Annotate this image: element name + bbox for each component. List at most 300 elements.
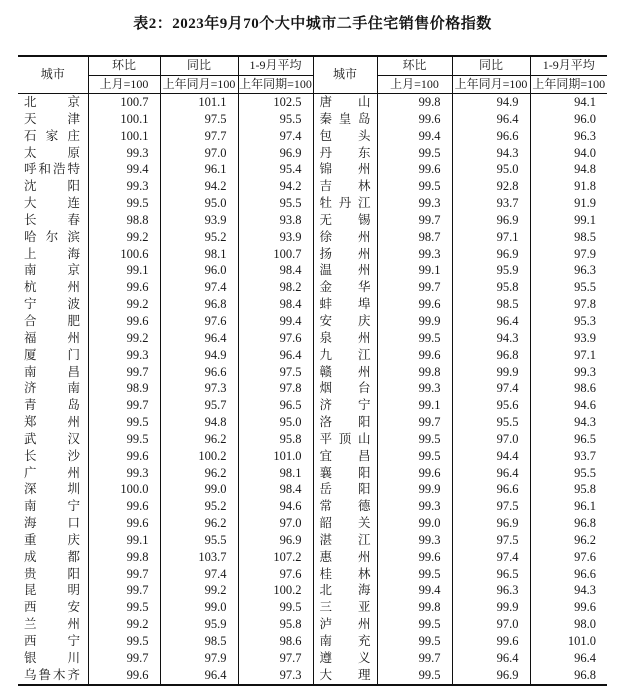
city-cell-right [313,599,377,616]
avg-value-left: 98.4 [238,262,313,279]
yoy-value-left: 97.0 [160,145,238,162]
city-name-right: 洛 阳 [319,415,371,430]
yoy-value-right: 96.9 [452,667,530,685]
header-avg-right: 1-9月平均 [530,56,607,75]
mom-value-left: 99.1 [88,532,160,549]
city-name-left: 石 家 庄 [24,128,80,143]
avg-value-right: 99.6 [530,599,607,616]
mom-value-left: 99.3 [88,465,160,482]
city-cell-left [18,364,88,381]
mom-value-left: 99.5 [88,195,160,212]
avg-value-left: 100.7 [238,246,313,263]
city-cell-right [313,498,377,515]
city-name-left: 青 岛 [24,398,80,413]
table-row [18,279,607,296]
city-cell-left [18,347,88,364]
city-cell-right [313,481,377,498]
yoy-value-left: 96.0 [160,262,238,279]
mom-value-left: 98.8 [88,212,160,229]
header-city-left: 城市 [40,67,65,82]
city-name-left: 成 都 [24,549,80,564]
table-row [18,195,607,212]
city-cell-right [313,380,377,397]
yoy-value-right: 99.9 [452,364,530,381]
avg-value-right: 96.4 [530,650,607,667]
city-cell-left [18,178,88,195]
table-title: 表2：2023年9月70个大中城市二手住宅销售价格指数 [133,16,492,32]
avg-value-right: 94.3 [530,414,607,431]
city-cell-right [313,465,377,482]
city-name-right: 蚌 埠 [319,297,371,312]
table-row [18,262,607,279]
mom-value-right: 99.1 [377,397,452,414]
yoy-value-left: 93.9 [160,212,238,229]
city-name-right: 襄 阳 [319,465,371,480]
mom-value-left: 99.6 [88,667,160,685]
table-row [18,330,607,347]
city-cell-left [18,566,88,583]
city-name-right: 烟 台 [319,381,371,396]
mom-value-right: 99.8 [377,364,452,381]
city-cell-right [313,515,377,532]
city-cell-right [313,397,377,414]
mom-value-left: 99.3 [88,178,160,195]
yoy-value-right: 99.9 [452,599,530,616]
avg-value-right: 94.6 [530,397,607,414]
header-yoy-right: 同比 [452,56,530,75]
yoy-value-right: 96.9 [452,212,530,229]
avg-value-left: 95.8 [238,616,313,633]
yoy-value-right: 94.4 [452,448,530,465]
avg-value-left: 97.7 [238,650,313,667]
avg-value-left: 93.8 [238,212,313,229]
yoy-value-left: 95.2 [160,498,238,515]
mom-value-left: 99.6 [88,313,160,330]
table-row [18,549,607,566]
yoy-value-right: 93.7 [452,195,530,212]
city-cell-left [18,94,88,111]
avg-value-right: 97.1 [530,347,607,364]
avg-value-left: 98.6 [238,633,313,650]
yoy-value-left: 97.4 [160,566,238,583]
city-cell-right [313,262,377,279]
avg-value-right: 96.8 [530,667,607,685]
yoy-value-right: 96.4 [452,313,530,330]
yoy-value-left: 97.6 [160,313,238,330]
city-name-right: 南 充 [319,634,371,648]
table-row [18,246,607,263]
yoy-value-right: 97.0 [452,431,530,448]
city-name-right: 扬 州 [319,246,371,261]
avg-value-left: 97.6 [238,330,313,347]
mom-value-right: 99.7 [377,212,452,229]
city-name-right: 韶 关 [319,516,371,531]
city-cell-left [18,279,88,296]
header-city-right: 城市 [313,56,377,94]
mom-value-left: 100.6 [88,246,160,263]
yoy-value-left: 95.2 [160,229,238,246]
city-cell-right [313,532,377,549]
mom-value-left: 99.4 [88,161,160,178]
city-cell-left [18,650,88,667]
table-row [18,128,607,145]
table-row [18,599,607,616]
city-cell-left [18,431,88,448]
avg-value-left: 96.9 [238,145,313,162]
mom-value-right: 99.7 [377,650,452,667]
mom-value-left: 99.7 [88,582,160,599]
mom-value-left: 99.5 [88,431,160,448]
mom-value-right: 99.5 [377,431,452,448]
header-yoy-left: 同比 [160,56,238,75]
city-name-left: 呼 和 浩 特 [24,162,80,177]
avg-value-right: 97.8 [530,296,607,313]
city-cell-left [18,128,88,145]
header-mom-base-right: 上月=100 [377,75,452,94]
city-cell-left [18,296,88,313]
city-name-right: 岳 阳 [319,482,371,497]
avg-value-right: 93.7 [530,448,607,465]
city-cell-left [18,212,88,229]
city-cell-left [18,313,88,330]
avg-value-right: 96.2 [530,532,607,549]
mom-value-left: 99.5 [88,414,160,431]
mom-value-right: 99.3 [377,246,452,263]
city-cell-left [18,229,88,246]
table-row [18,465,607,482]
avg-value-right: 98.6 [530,380,607,397]
city-cell-left [18,414,88,431]
city-name-right: 丹 东 [319,145,371,160]
city-cell-left [18,599,88,616]
city-cell-left [18,481,88,498]
city-cell-right [313,111,377,128]
yoy-value-right: 96.4 [452,111,530,128]
city-cell-right [313,313,377,330]
avg-value-left: 97.4 [238,128,313,145]
city-name-right: 安 庆 [319,313,371,328]
city-name-left: 兰 州 [24,617,80,632]
mom-value-right: 99.3 [377,195,452,212]
city-name-right: 唐 山 [319,95,371,109]
avg-value-left: 96.9 [238,532,313,549]
yoy-value-right: 96.8 [452,347,530,364]
mom-value-left: 99.3 [88,145,160,162]
avg-value-left: 97.3 [238,667,313,685]
mom-value-left: 99.6 [88,448,160,465]
mom-value-right: 99.5 [377,566,452,583]
city-name-left: 银 川 [24,650,80,665]
yoy-value-right: 95.8 [452,279,530,296]
city-name-right: 大 理 [319,667,371,682]
city-cell-right [313,330,377,347]
avg-value-right: 96.3 [530,262,607,279]
city-name-left: 大 连 [24,196,80,211]
table-row [18,364,607,381]
avg-value-left: 99.4 [238,313,313,330]
mom-value-left: 99.7 [88,397,160,414]
mom-value-right: 99.5 [377,616,452,633]
city-cell-right [313,246,377,263]
city-cell-right [313,128,377,145]
mom-value-right: 99.6 [377,347,452,364]
table-row [18,313,607,330]
mom-value-left: 100.1 [88,111,160,128]
mom-value-left: 100.7 [88,94,160,111]
mom-value-left: 99.2 [88,296,160,313]
avg-value-right: 94.3 [530,582,607,599]
mom-value-right: 99.9 [377,313,452,330]
yoy-value-right: 96.5 [452,566,530,583]
mom-value-left: 100.0 [88,481,160,498]
city-cell-right [313,549,377,566]
avg-value-right: 94.0 [530,145,607,162]
city-name-right: 泉 州 [319,330,371,345]
mom-value-right: 99.5 [377,178,452,195]
city-name-left: 海 口 [24,516,80,531]
avg-value-left: 101.0 [238,448,313,465]
city-cell-left [18,616,88,633]
yoy-value-left: 101.1 [160,94,238,111]
avg-value-left: 100.2 [238,582,313,599]
mom-value-right: 99.0 [377,515,452,532]
city-name-left: 福 州 [24,330,80,345]
yoy-value-left: 100.2 [160,448,238,465]
avg-value-left: 107.2 [238,549,313,566]
mom-value-right: 99.5 [377,330,452,347]
yoy-value-right: 96.4 [452,650,530,667]
yoy-value-left: 97.3 [160,380,238,397]
avg-value-left: 96.4 [238,347,313,364]
table-row [18,380,607,397]
city-cell-right [313,229,377,246]
city-name-left: 郑 州 [24,415,80,430]
mom-value-right: 99.5 [377,145,452,162]
city-name-right: 北 海 [319,583,371,598]
yoy-value-left: 103.7 [160,549,238,566]
table-row [18,616,607,633]
mom-value-right: 99.4 [377,582,452,599]
city-name-right: 济 宁 [319,398,371,413]
mom-value-right: 98.7 [377,229,452,246]
city-cell-right [313,650,377,667]
yoy-value-left: 97.5 [160,111,238,128]
yoy-value-left: 96.8 [160,296,238,313]
avg-value-left: 97.6 [238,566,313,583]
yoy-value-left: 94.9 [160,347,238,364]
mom-value-right: 99.6 [377,296,452,313]
city-cell-left [18,549,88,566]
yoy-value-right: 96.6 [452,128,530,145]
city-cell-left [18,498,88,515]
avg-value-right: 96.5 [530,431,607,448]
city-name-left: 贵 阳 [24,566,80,581]
avg-value-right: 95.5 [530,279,607,296]
mom-value-right: 99.5 [377,667,452,685]
mom-value-right: 99.6 [377,465,452,482]
mom-value-left: 99.5 [88,599,160,616]
avg-value-left: 94.6 [238,498,313,515]
header-yoy-base-left: 上年同月=100 [160,75,238,94]
header-row-base [18,75,607,94]
mom-value-left: 100.1 [88,128,160,145]
city-name-left: 杭 州 [24,280,80,295]
mom-value-right: 99.3 [377,532,452,549]
avg-value-right: 96.0 [530,111,607,128]
yoy-value-left: 98.1 [160,246,238,263]
city-cell-right [313,431,377,448]
city-name-right: 泸 州 [319,617,371,632]
mom-value-left: 99.5 [88,633,160,650]
city-cell-left [18,111,88,128]
yoy-value-left: 98.5 [160,633,238,650]
yoy-value-right: 97.4 [452,549,530,566]
avg-value-right: 96.1 [530,498,607,515]
table-row [18,481,607,498]
avg-value-left: 97.5 [238,364,313,381]
header-row-main [18,56,607,75]
avg-value-right: 97.9 [530,246,607,263]
city-cell-left [18,262,88,279]
yoy-value-right: 94.3 [452,330,530,347]
city-name-left: 哈 尔 滨 [24,229,80,244]
city-name-left: 西 安 [24,600,80,615]
city-cell-left [18,532,88,549]
city-cell-right [313,296,377,313]
city-name-right: 常 德 [319,499,371,514]
avg-value-right: 96.8 [530,515,607,532]
yoy-value-left: 94.2 [160,178,238,195]
avg-value-right: 95.3 [530,313,607,330]
yoy-value-right: 95.9 [452,262,530,279]
yoy-value-left: 94.8 [160,414,238,431]
city-cell-right [313,582,377,599]
city-name-left: 西 宁 [24,634,80,648]
avg-value-right: 95.8 [530,481,607,498]
yoy-value-right: 97.5 [452,532,530,549]
city-name-left: 厦 门 [24,347,80,362]
city-name-left: 宁 波 [24,297,80,312]
mom-value-right: 99.6 [377,161,452,178]
avg-value-left: 99.5 [238,599,313,616]
avg-value-left: 96.5 [238,397,313,414]
yoy-value-left: 95.0 [160,195,238,212]
table-container [18,55,607,686]
yoy-value-left: 96.6 [160,364,238,381]
city-cell-right [313,94,377,111]
city-cell-left [18,582,88,599]
city-cell-right [313,616,377,633]
mom-value-left: 99.7 [88,364,160,381]
mom-value-right: 99.7 [377,414,452,431]
avg-value-right: 98.5 [530,229,607,246]
avg-value-right: 95.5 [530,465,607,482]
table-row [18,347,607,364]
mom-value-right: 99.1 [377,262,452,279]
mom-value-left: 98.9 [88,380,160,397]
table-row [18,498,607,515]
avg-value-right: 97.6 [530,549,607,566]
city-name-left: 天 津 [24,111,80,126]
table-row [18,448,607,465]
city-cell-left [18,465,88,482]
table-row [18,94,607,111]
yoy-value-right: 96.4 [452,465,530,482]
table-row [18,145,607,162]
avg-value-left: 98.4 [238,481,313,498]
yoy-value-left: 97.7 [160,128,238,145]
yoy-value-right: 99.6 [452,633,530,650]
avg-value-left: 102.5 [238,94,313,111]
avg-value-left: 93.9 [238,229,313,246]
city-name-left: 重 庆 [24,532,80,547]
header-mom-base-left: 上月=100 [88,75,160,94]
table-row [18,229,607,246]
avg-value-left: 98.2 [238,279,313,296]
city-name-right: 吉 林 [319,179,371,194]
city-cell-left [18,195,88,212]
city-name-left: 南 昌 [24,364,80,379]
city-name-left: 济 南 [24,381,80,396]
yoy-value-left: 99.0 [160,481,238,498]
yoy-value-right: 94.3 [452,145,530,162]
yoy-value-right: 97.5 [452,498,530,515]
city-cell-right [313,161,377,178]
yoy-value-right: 97.0 [452,616,530,633]
mom-value-right: 99.7 [377,279,452,296]
city-name-left: 南 京 [24,263,80,278]
yoy-value-right: 95.0 [452,161,530,178]
mom-value-left: 99.8 [88,549,160,566]
header-avg-base-left: 上年同期=100 [238,75,313,94]
table-row [18,296,607,313]
city-cell-left [18,145,88,162]
table-row [18,414,607,431]
mom-value-left: 99.3 [88,347,160,364]
city-name-left: 昆 明 [24,583,80,598]
city-name-right: 无 锡 [319,212,371,227]
city-cell-right [313,448,377,465]
avg-value-left: 97.0 [238,515,313,532]
avg-value-left: 98.4 [238,296,313,313]
yoy-value-left: 97.4 [160,279,238,296]
yoy-value-left: 95.9 [160,616,238,633]
city-cell-right [313,178,377,195]
avg-value-right: 94.8 [530,161,607,178]
city-cell-left [18,667,88,685]
city-name-left: 广 州 [24,465,80,480]
city-cell-left [18,380,88,397]
city-name-left: 长 沙 [24,448,80,463]
avg-value-right: 91.9 [530,195,607,212]
mom-value-left: 99.6 [88,279,160,296]
city-name-right: 九 江 [319,347,371,362]
avg-value-right: 91.8 [530,178,607,195]
city-name-right: 宜 昌 [319,448,371,463]
city-name-right: 牡 丹 江 [319,196,371,211]
avg-value-left: 95.5 [238,195,313,212]
mom-value-right: 99.4 [377,128,452,145]
table-row [18,178,607,195]
mom-value-right: 99.5 [377,633,452,650]
city-name-right: 包 头 [319,128,371,143]
yoy-value-right: 95.6 [452,397,530,414]
yoy-value-right: 96.9 [452,246,530,263]
avg-value-right: 94.1 [530,94,607,111]
mom-value-left: 99.2 [88,616,160,633]
city-name-left: 深 圳 [24,482,80,497]
yoy-value-right: 96.9 [452,515,530,532]
